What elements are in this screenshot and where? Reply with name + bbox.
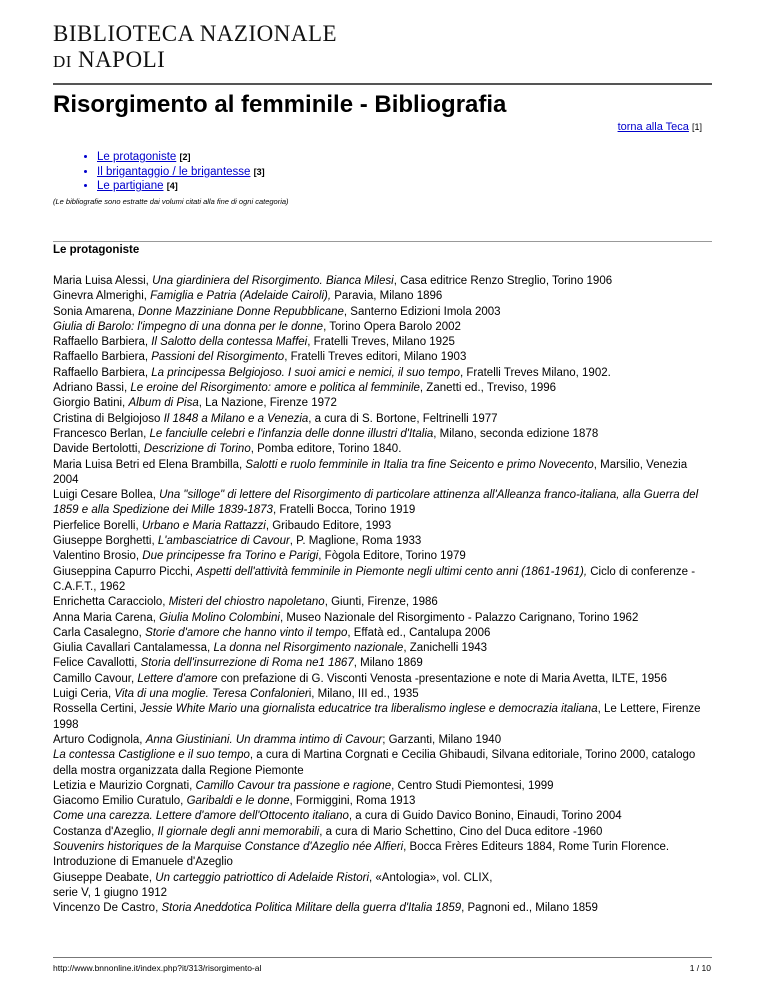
- table-of-contents: [70, 150, 265, 194]
- entry-author: Felice Cavallotti,: [53, 657, 141, 670]
- bibliography-entry: [53, 641, 715, 656]
- toc-link-partigiane[interactable]: Le partigiane: [97, 180, 164, 192]
- toc-link-protagoniste[interactable]: Le protagoniste: [97, 151, 177, 163]
- entry-title: Storia Aneddotica Politica Militare della guerra d'Italia 1859: [161, 902, 462, 915]
- toc-link-brigantaggio[interactable]: Il brigantaggio / le brigantesse: [97, 165, 251, 178]
- entry-author: Rossella Certini,: [53, 703, 140, 716]
- entry-publisher: , Fratelli Treves editori, Milano 1903: [284, 351, 467, 364]
- entry-title: Garibaldi e le donne: [186, 795, 290, 808]
- entry-title: Un carteggio patriottico di Adelaide Ristori: [155, 871, 370, 884]
- entry-title: Album di Pisa: [128, 397, 199, 410]
- entry-title: Giulia Molino Colombini: [159, 611, 280, 624]
- entry-publisher: , Santerno Edizioni Imola 2003: [343, 305, 501, 318]
- entry-publisher: , «Antologia», vol. CLIX,: [369, 871, 493, 884]
- entry-title: Aspetti dell'attività femminile in Piemonte negli ultimi cento anni (1861-1961),: [196, 565, 588, 578]
- bibliography-entry: [53, 442, 715, 457]
- entry-title: Storia dell'insurrezione di Roma ne1 1867: [140, 657, 354, 670]
- bibliography-entry: [53, 458, 715, 489]
- bibliography-entry: [53, 335, 715, 350]
- entry-publisher: , Museo Nazionale del Risorgimento - Palazzo Carignano, Torino 1962: [279, 611, 639, 624]
- bibliography-entry: [53, 350, 715, 365]
- entry-author: Luigi Cesare Bollea,: [53, 489, 160, 502]
- entry-publisher: , Casa editrice Renzo Streglio, Torino 1906: [393, 275, 613, 287]
- entry-publisher: , La Nazione, Firenze 1972: [198, 397, 337, 410]
- entry-publisher: , Marsilio, Venezia 2004: [53, 458, 688, 486]
- entry-author: Giacomo Emilio Curatulo,: [53, 795, 187, 808]
- entry-publisher: con prefazione di G. Visconti Venosta -presentazione e note di Maria Avetta, ILTE, 1956: [217, 672, 667, 685]
- entry-author: Valentino Brosio,: [53, 550, 143, 563]
- bibliography-entry: [53, 687, 715, 702]
- entry-title: Anna Giustiniani. Un dramma intimo di Cavour: [145, 733, 383, 746]
- bibliography-entry: [53, 794, 715, 809]
- entry-author: Anna Maria Carena,: [53, 611, 160, 624]
- entry-publisher: , Milano, seconda edizione 1878: [433, 427, 599, 440]
- bibliography-list: [53, 274, 715, 916]
- entry-title: Vita di una moglie. Teresa Confalonier: [114, 688, 309, 701]
- toc-item-partigiane: [97, 179, 265, 194]
- entry-author: Ginevra Almerighi,: [53, 290, 151, 303]
- sources-note: (Le bibliografie sono estratte dai volumi citati alla fine di ogni categoria): [53, 197, 289, 206]
- entry-author: Sonia Amarena,: [53, 305, 139, 318]
- entry-author: Giuseppina Capurro Picchi,: [53, 565, 197, 578]
- bibliography-entry: [53, 656, 715, 671]
- entry-title: Famiglia e Patria (Adelaide Cairoli),: [150, 290, 332, 303]
- entry-title: Camillo Cavour tra passione e ragione: [195, 779, 392, 792]
- entry-title: Jessie White Mario una giornalista educatrice tra liberalismo inglese e democrazia italiana: [139, 703, 598, 716]
- entry-publisher: ; Garzanti, Milano 1940: [382, 733, 502, 746]
- entry-publisher: , Le Lettere, Firenze 1998: [53, 703, 701, 731]
- entry-title: Salotti e ruolo femminile in Italia tra fine Seicento e primo Novecento: [245, 458, 594, 471]
- logo-napoli: NAPOLI: [77, 47, 166, 72]
- entry-title: Passioni del Risorgimento: [151, 351, 285, 364]
- entry-title: Giulia di Barolo: l'impegno di una donna per le donne: [53, 320, 324, 333]
- footer-divider: [53, 957, 712, 958]
- entry-author: Giuseppe Borghetti,: [53, 535, 158, 548]
- entry-title: Souvenirs historiques de la Marquise Constance d'Azeglio née Alfieri: [53, 840, 404, 853]
- bibliography-entry: [53, 396, 715, 411]
- bibliography-entry: [53, 320, 715, 335]
- entry-title: Lettere d'amore: [137, 672, 218, 685]
- entry-publisher: , Gribaudo Editore, 1993: [265, 519, 392, 532]
- bibliography-entry: [53, 519, 715, 534]
- toc-item-protagoniste: [97, 150, 265, 165]
- entry-title: La donna nel Risorgimento nazionale: [213, 642, 404, 655]
- entry-title: La contessa Castiglione e il suo tempo: [53, 749, 250, 762]
- entry-author: Raffaello Barbiera,: [53, 366, 152, 379]
- entry-author: Adriano Bassi,: [53, 382, 131, 395]
- entry-title: Donne Mazziniane Donne Repubblicane: [138, 305, 344, 318]
- bibliography-entry: [53, 840, 715, 871]
- entry-author: Vincenzo De Castro,: [53, 902, 162, 915]
- bibliography-entry: [53, 381, 715, 396]
- entry-title: Le fanciulle celebri e l'infanzia delle donne illustri d'Italia: [149, 427, 434, 440]
- bibliography-entry: [53, 626, 715, 641]
- bibliography-entry: [53, 534, 715, 549]
- page-number: 1 / 10: [689, 963, 711, 973]
- entry-author: Maria Luisa Alessi,: [53, 275, 153, 287]
- bibliography-entry: [53, 488, 715, 519]
- entry-author: Francesco Berlan,: [53, 427, 150, 440]
- entry-title: Il Salotto della contessa Maffei: [151, 336, 308, 349]
- entry-title: L'ambasciatrice di Cavour: [157, 535, 290, 548]
- bibliography-entry: [53, 871, 715, 886]
- section-title: Le protagoniste: [53, 244, 140, 256]
- entry-publisher: , Torino Opera Barolo 2002: [323, 320, 461, 333]
- entry-publisher: Paravia, Milano 1896: [331, 290, 443, 303]
- header-divider: [53, 83, 712, 85]
- entry-publisher: , Giunti, Firenze, 1986: [324, 596, 438, 609]
- entry-publisher: , P. Maglione, Roma 1933: [289, 535, 422, 548]
- entry-publisher: , a cura di S. Bortone, Feltrinelli 1977: [308, 412, 498, 425]
- entry-author: Luigi Ceria,: [53, 688, 115, 701]
- entry-publisher: , Fratelli Treves, Milano 1925: [307, 336, 455, 349]
- back-link-ref: [1]: [691, 122, 702, 132]
- bibliography-entry: [53, 901, 715, 916]
- bibliography-entry: [53, 702, 715, 733]
- entry-publisher: , Pagnoni ed., Milano 1859: [461, 902, 598, 915]
- entry-title: Storie d'amore che hanno vinto il tempo: [145, 626, 348, 639]
- bibliography-entry: [53, 595, 715, 610]
- entry-author: Giulia Cavallari Cantalamessa,: [53, 642, 214, 655]
- bibliography-entry: [53, 809, 715, 824]
- entry-title: Due principesse fra Torino e Parigi: [142, 550, 319, 563]
- entry-title: La principessa Belgiojoso. I suoi amici e nemici, il suo tempo: [151, 366, 460, 379]
- entry-publisher: , Fògola Editore, Torino 1979: [318, 550, 466, 563]
- entry-author: Pierfelice Borelli,: [53, 519, 142, 532]
- bibliography-entry: [53, 733, 715, 748]
- footer-url: http://www.bnnonline.it/index.php?it/313/risorgimento-al: [53, 963, 262, 973]
- entry-publisher: , Formiggini, Roma 1913: [289, 795, 416, 808]
- toc-ref: [3]: [253, 166, 265, 177]
- entry-publisher: , Zanetti ed., Treviso, 1996: [419, 382, 557, 395]
- entry-author: Carla Casalegno,: [53, 626, 146, 639]
- entry-publisher: i, Milano, III ed., 1935: [308, 688, 419, 701]
- bibliography-entry: [53, 886, 715, 901]
- entry-title: Le eroine del Risorgimento: amore e politica al femminile: [130, 382, 420, 395]
- entry-author: Cristina di Belgiojoso: [53, 412, 164, 425]
- entry-author: Arturo Codignola,: [53, 733, 146, 746]
- back-to-teca-link[interactable]: torna alla Teca: [617, 121, 689, 133]
- entry-publisher: , Centro Studi Piemontesi, 1999: [391, 779, 554, 792]
- page-title: Risorgimento al femminile - Bibliografia: [53, 91, 507, 118]
- bibliography-entry: [53, 611, 715, 626]
- entry-publisher: , a cura di Mario Schettino, Cino del Duca editore -1960: [319, 825, 603, 838]
- entry-title: Una "silloge" di lettere del Risorgimento di particolare attinenza all'Alleanza franco-italiana, alla Guerra del 1859 e alla Spedizione dei Mille 1839-1873: [53, 489, 699, 517]
- entry-author: Enrichetta Caracciolo,: [53, 596, 169, 609]
- entry-publisher: , a cura di Guido Davico Bonino, Einaudi, Torino 2004: [348, 810, 622, 823]
- entry-title: Il 1848 a Milano e a Venezia: [163, 412, 309, 425]
- entry-publisher: , Fratelli Treves Milano, 1902.: [459, 366, 611, 379]
- logo-line-2: [53, 48, 337, 71]
- entry-title: Misteri del chiostro napoletano: [168, 596, 325, 609]
- entry-publisher: , Fratelli Bocca, Torino 1919: [272, 504, 416, 517]
- bibliography-entry: [53, 427, 715, 442]
- bibliography-entry: [53, 748, 715, 779]
- entry-title: Il giornale degli anni memorabili: [157, 825, 320, 838]
- bibliography-entry: [53, 289, 715, 304]
- entry-author: serie V, 1 giugno 1912: [53, 886, 168, 899]
- entry-author: Raffaello Barbiera,: [53, 351, 152, 364]
- entry-author: Letizia e Maurizio Corgnati,: [53, 779, 196, 792]
- entry-author: Costanza d'Azeglio,: [53, 825, 158, 838]
- entry-author: Davide Bertolotti,: [53, 443, 144, 456]
- toc-ref: [4]: [166, 181, 178, 191]
- entry-publisher: , a cura di Martina Corgnati e Cecilia Ghibaudi, Silvana editoriale, Torino 2000, catalogo della mostra organizzata dalla Regione Piemonte: [53, 749, 696, 777]
- entry-author: Maria Luisa Betri ed Elena Brambilla,: [53, 458, 246, 471]
- entry-author: Camillo Cavour,: [53, 672, 138, 685]
- entry-publisher: , Milano 1869: [353, 657, 423, 670]
- logo-di: DI: [53, 52, 72, 71]
- bibliography-entry: [53, 549, 715, 564]
- entry-publisher: , Effatà ed., Cantalupa 2006: [347, 626, 491, 639]
- entry-title: Una giardiniera del Risorgimento. Bianca Milesi: [152, 275, 394, 287]
- entry-publisher: , Bocca Frères Editeurs 1884, Rome Turin Florence. Introduzione di Emanuele d'Azeglio: [53, 840, 670, 869]
- bibliography-entry: [53, 412, 715, 427]
- entry-author: Giorgio Batini,: [53, 397, 129, 410]
- bibliography-entry: [53, 305, 715, 320]
- bibliography-entry: [53, 825, 715, 840]
- bibliography-entry: [53, 779, 715, 794]
- toc-item-brigantaggio: [97, 165, 265, 180]
- toc-ref: [2]: [179, 152, 191, 162]
- entry-publisher: Ciclo di conferenze - C.A.F.T., 1962: [53, 565, 696, 593]
- entry-author: Giuseppe Deabate,: [53, 871, 156, 884]
- bibliography-entry: [53, 274, 715, 289]
- section-divider: [53, 241, 712, 242]
- logo-line-1: BIBLIOTECA NAZIONALE: [53, 21, 338, 46]
- entry-title: Descrizione di Torino: [143, 443, 251, 456]
- entry-publisher: , Pomba editore, Torino 1840.: [250, 443, 402, 456]
- entry-title: Urbano e Maria Rattazzi: [141, 519, 266, 532]
- bibliography-entry: [53, 366, 715, 381]
- library-logo: [53, 22, 337, 71]
- bibliography-entry: [53, 672, 715, 687]
- entry-author: Raffaello Barbiera,: [53, 336, 152, 349]
- entry-title: Come una carezza. Lettere d'amore dell'Ottocento italiano: [53, 810, 349, 823]
- back-link-container: [618, 121, 702, 133]
- bibliography-entry: [53, 565, 715, 596]
- entry-publisher: , Zanichelli 1943: [403, 642, 488, 655]
